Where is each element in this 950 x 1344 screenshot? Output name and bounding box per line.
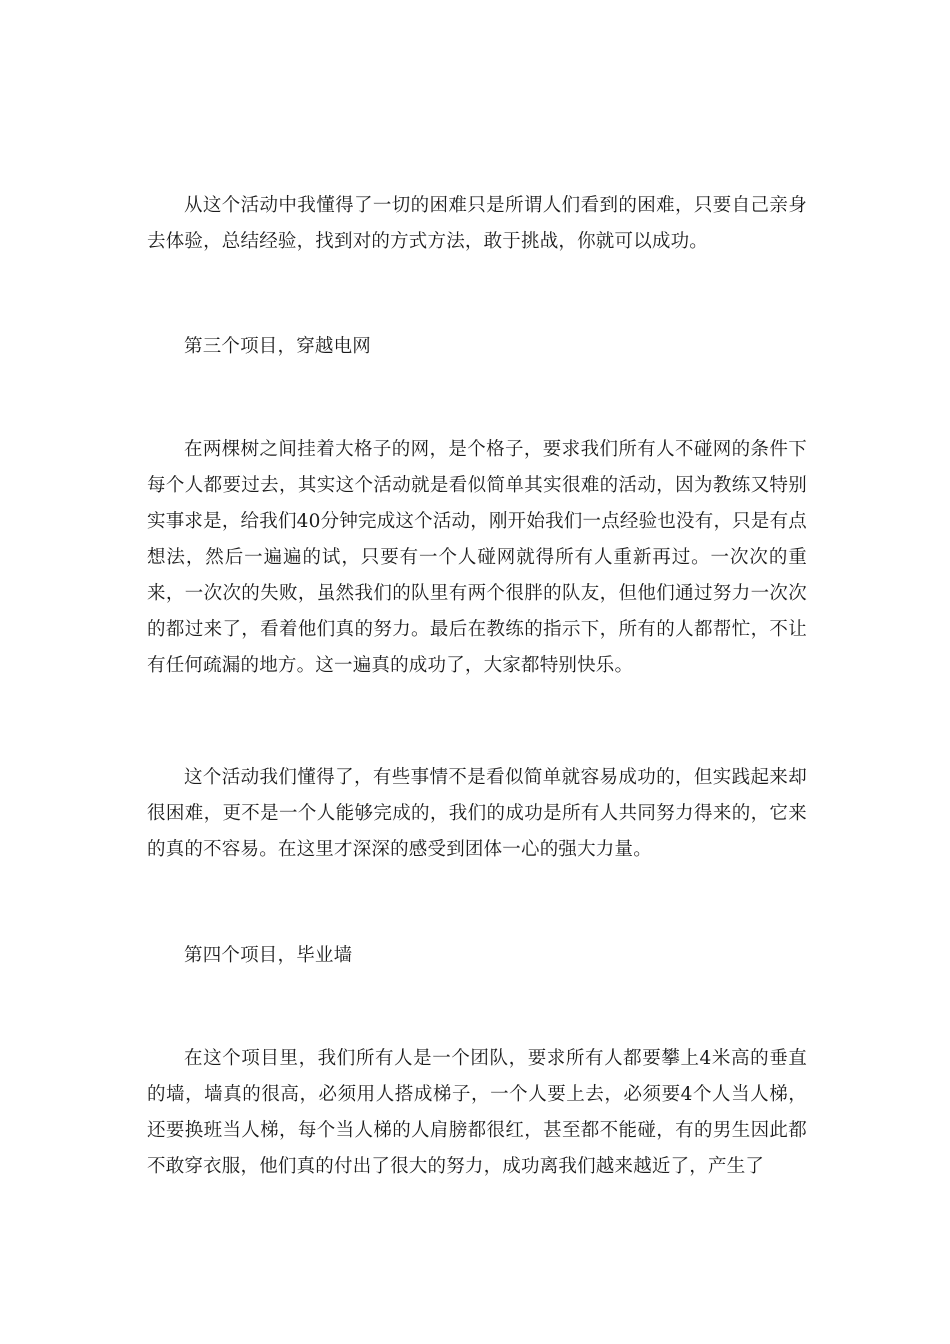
section-heading-project-3: 第三个项目，穿越电网 — [184, 336, 372, 357]
paragraph-project-4-description: 在这个项目里，我们所有人是一个团队，要求所有人都要攀上4米高的垂直的墙，墙真的很高，必须用人搭成梯子，一个人要上去，必须要4个人当人梯，还要换班当人梯，每个当人梯的人肩膀都很红，甚至都不能碰，有的男生因此都不敢穿衣服，他们真的付出了很大的努力，成功离我们越来越近了，产生了 — [147, 1048, 807, 1177]
paragraph-project-3-lesson: 这个活动我们懂得了，有些事情不是看似简单就容易成功的，但实践起来却很困难，更不是一个人能够完成的，我们的成功是所有人共同努力得来的，它来的真的不容易。在这里才深深的感受到团体一心的强大力量。 — [147, 767, 807, 860]
paragraph-project-3-description: 在两棵树之间挂着大格子的网，是个格子，要求我们所有人不碰网的条件下每个人都要过去，其实这个活动就是看似简单其实很难的活动，因为教练又特别实事求是，给我们40分钟完成这个活动，刚开始我们一点经验也没有，只是有点想法，然后一遍遍的试，只要有一个人碰网就得所有人重新再过。一次次的重来，一次次的失败，虽然我们的队里有两个很胖的队友，但他们通过努力一次次的都过来了，看着他们真的努力。最后在教练的指示下，所有的人都帮忙，不让有任何疏漏的地方。这一遍真的成功了，大家都特别快乐。 — [147, 439, 807, 676]
section-heading-project-4: 第四个项目，毕业墙 — [184, 945, 353, 966]
paragraph-lesson-difficulty: 从这个活动中我懂得了一切的困难只是所谓人们看到的困难，只要自己亲身去体验，总结经验，找到对的方式方法，敢于挑战，你就可以成功。 — [147, 195, 807, 252]
